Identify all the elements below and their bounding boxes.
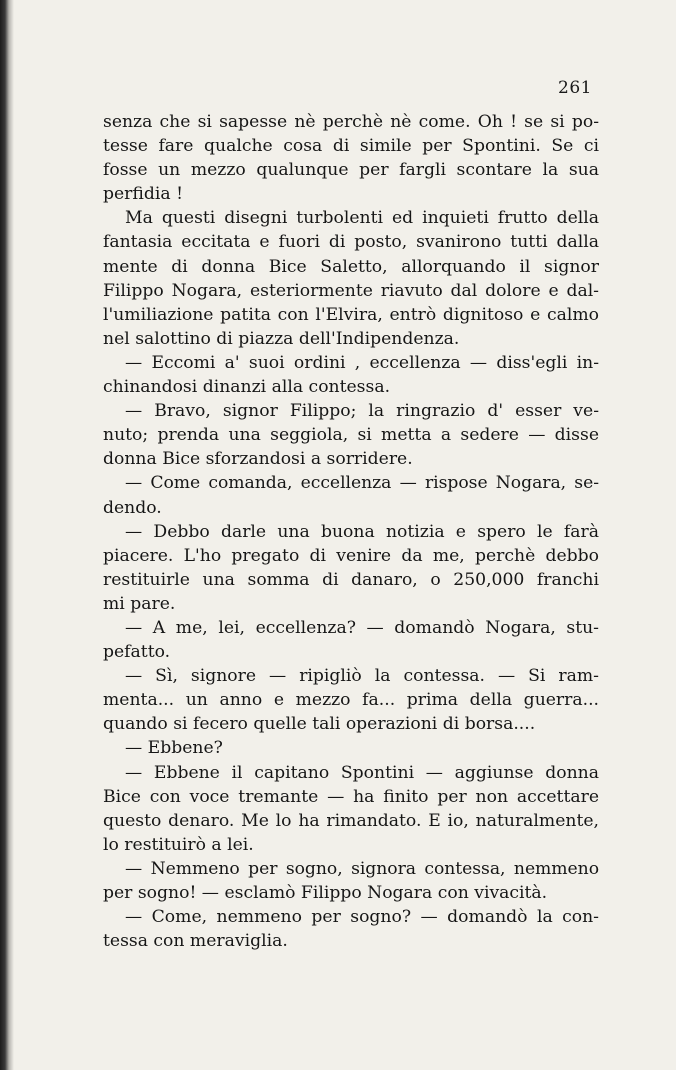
text-line: — Sì, signore — ripigliò la contessa. — Si ram- xyxy=(125,666,599,687)
text-line: mente di donna Bice Saletto, allorquando il signor xyxy=(103,256,599,277)
text-line: — Debbo darle una buona notizia e spero le farà xyxy=(125,521,599,542)
text-line: donna Bice sforzandosi a sorridere. xyxy=(103,449,413,470)
text-line: tesse fare qualche cosa di simile per Spontini. Se ci xyxy=(103,136,599,157)
text-line: nuto; prenda una seggiola, si metta a sedere — disse xyxy=(103,425,599,446)
text-line: — Eccomi a' suoi ordini , eccellenza — diss'egli in- xyxy=(125,352,599,373)
text-line: mi pare. xyxy=(103,593,176,614)
text-line: — Bravo, signor Filippo; la ringrazio d' esser ve- xyxy=(125,401,599,422)
text-line: fantasia eccitata e fuori di posto, svanirono tutti dalla xyxy=(103,232,599,253)
text-line: dendo. xyxy=(103,497,162,518)
spine-shadow xyxy=(0,0,14,1070)
body-text xyxy=(103,110,599,953)
text-line: chinandosi dinanzi alla contessa. xyxy=(103,377,391,398)
text-line: questo denaro. Me lo ha rimandato. E io, naturalmente, xyxy=(103,810,599,831)
text-line: — Come, nemmeno per sogno? — domandò la con- xyxy=(125,907,599,928)
text-line: Ma questi disegni turbolenti ed inquieti frutto della xyxy=(125,208,599,229)
text-line: fosse un mezzo qualunque per fargli scontare la sua xyxy=(103,160,599,181)
text-line: — Come comanda, eccellenza — rispose Nogara, se- xyxy=(125,473,599,494)
text-line: — Ebbene? xyxy=(125,738,223,759)
text-line: restituirle una somma di danaro, o 250,000 franchi xyxy=(103,569,599,590)
text-line: pefatto. xyxy=(103,642,171,663)
text-line: senza che si sapesse nè perchè nè come. Oh ! se si po- xyxy=(103,112,599,132)
page-number: 261 xyxy=(558,78,592,98)
text-line: quando si fecero quelle tali operazioni di borsa.... xyxy=(103,714,536,735)
text-line: nel salottino di piazza dell'Indipendenza. xyxy=(103,328,460,349)
text-line: l'umiliazione patita con l'Elvira, entrò dignitoso e calmo xyxy=(103,304,599,325)
text-line: lo restituirò a lei. xyxy=(103,834,254,855)
text-line: menta... un anno e mezzo fa... prima della guerra... xyxy=(103,690,599,711)
text-line: — Ebbene il capitano Spontini — aggiunse donna xyxy=(125,762,599,783)
text-line: tessa con meraviglia. xyxy=(103,931,288,952)
text-line: — A me, lei, eccellenza? — domandò Nogara, stu- xyxy=(125,617,599,638)
text-line: per sogno! — esclamò Filippo Nogara con vivacità. xyxy=(103,883,548,903)
text-line: — Nemmeno per sogno, signora contessa, nemmeno xyxy=(125,858,599,879)
text-line: Bice con voce tremante — ha finito per non accettare xyxy=(103,786,599,807)
text-line: piacere. L'ho pregato di venire da me, perchè debbo xyxy=(103,545,599,566)
text-line: perfidia ! xyxy=(103,184,183,205)
text-line: Filippo Nogara, esteriormente riavuto dal dolore e dal- xyxy=(103,280,599,301)
